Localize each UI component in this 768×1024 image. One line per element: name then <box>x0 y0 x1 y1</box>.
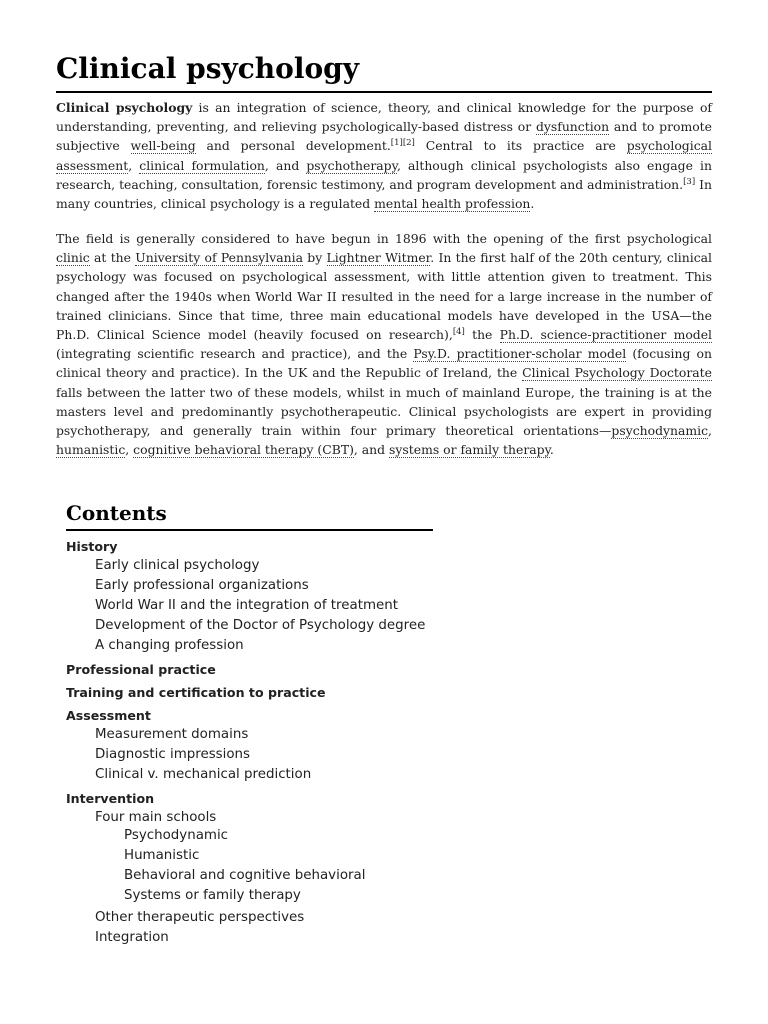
link-psychological-assessment[interactable]: psychological assessment <box>56 138 712 173</box>
text-run: . <box>530 196 535 212</box>
citation-ref-1[interactable]: [1] <box>390 138 403 149</box>
text-run: and personal development. <box>195 138 391 154</box>
text-run: falls between the latter two of these models, whilst in much of mainland Europe, the training is at the masters level and predominantly psychotherapeutic. Clinical psychologists are expert in providing psychotherapy, and generally train within four primary theoretical orientations— <box>56 384 712 439</box>
citation-ref-4[interactable]: [4] <box>452 326 465 337</box>
toc-item-other-perspectives[interactable]: Other therapeutic perspectives <box>95 910 305 925</box>
toc-item-measurement-domains[interactable]: Measurement domains <box>95 727 249 742</box>
link-clinical-psychology-doctorate[interactable]: Clinical Psychology Doctorate <box>522 365 712 381</box>
history-paragraph <box>56 229 712 459</box>
toc-item-early-professional-organizations[interactable]: Early professional organizations <box>95 578 309 593</box>
text-run: is an integration of science, theory, and clinical knowledge for the purpose of understanding, preventing, and relieving psychologically-based distress or <box>56 100 713 135</box>
page-title: Clinical psychology <box>56 50 712 93</box>
text-run: , although clinical psychologists also engage in research, teaching, consultation, forensic testimony, and program development and administration. <box>56 157 712 192</box>
link-well-being[interactable]: well-being <box>130 138 196 154</box>
toc-item-psyd-degree[interactable]: Development of the Doctor of Psychology degree <box>95 618 426 633</box>
citation-ref-3[interactable]: [3] <box>683 176 696 187</box>
text-run: . <box>549 442 554 458</box>
text-run: , <box>128 157 140 173</box>
toc-item-training-certification[interactable]: Training and certification to practice <box>66 685 326 700</box>
citation-ref-2[interactable]: [2] <box>402 138 415 149</box>
toc-item-changing-profession[interactable]: A changing profession <box>95 638 244 653</box>
link-lightner-witmer[interactable]: Lightner Witmer <box>326 250 431 266</box>
toc-section-history <box>66 538 436 656</box>
toc-item-early-clinical-psychology[interactable]: Early clinical psychology <box>95 558 260 573</box>
text-run: . In the first half of the 20th century, clinical psychology was focused on psychological assessment, with little attention given to treatment. This changed after the 1940s when World War II resulted in the need for a large increase in the number of trained clinicians. Since that time, three main educational models have developed in the USA—the Ph.D. Clinical Science model (heavily focused on research), <box>56 250 713 343</box>
link-mental-health-profession[interactable]: mental health profession <box>374 196 531 212</box>
text-run: The field is generally considered to have begun in 1896 with the opening of the first psychological <box>56 231 712 246</box>
text-run: , <box>125 442 134 458</box>
text-run: (focusing on clinical theory and practice). In the UK and the Republic of Ireland, the <box>56 346 712 381</box>
text-run: In many countries, clinical psychology is a regulated <box>56 176 712 212</box>
link-science-practitioner-model[interactable]: Ph.D. science-practitioner model <box>499 327 713 343</box>
text-run: , and <box>353 442 390 458</box>
text-run: and to promote subjective <box>56 119 712 154</box>
toc-heading: Contents <box>66 500 433 531</box>
text-run: at the <box>89 250 136 266</box>
toc-item-history[interactable]: History <box>66 539 118 554</box>
link-practitioner-scholar-model[interactable]: Psy.D. practitioner-scholar model <box>413 346 627 362</box>
link-clinical-formulation[interactable]: clinical formulation <box>139 157 265 173</box>
toc-item-clinical-v-mechanical[interactable]: Clinical v. mechanical prediction <box>95 767 312 782</box>
link-university-of-pennsylvania[interactable]: University of Pennsylvania <box>135 250 303 266</box>
link-humanistic[interactable]: humanistic <box>56 442 126 458</box>
link-clinic[interactable]: clinic <box>56 250 90 266</box>
toc-section-intervention <box>66 790 436 948</box>
text-run: , <box>708 423 712 439</box>
toc-item-assessment[interactable]: Assessment <box>66 708 151 723</box>
text-run: Central to its practice are <box>414 138 627 154</box>
lead-term: Clinical psychology <box>56 100 193 115</box>
link-systems-family-therapy[interactable]: systems or family therapy <box>389 442 550 458</box>
link-cbt[interactable]: cognitive behavioral therapy (CBT) <box>133 442 354 458</box>
table-of-contents <box>66 500 436 953</box>
toc-item-psychodynamic[interactable]: Psychodynamic <box>124 828 229 843</box>
toc-subsection-schools <box>66 826 436 906</box>
toc-item-professional-practice[interactable]: Professional practice <box>66 662 216 677</box>
toc-item-four-main-schools[interactable]: Four main schools <box>95 810 217 825</box>
text-run: by <box>302 250 327 266</box>
toc-item-world-war-ii[interactable]: World War II and the integration of treatment <box>95 598 398 613</box>
toc-item-integration[interactable]: Integration <box>95 930 169 945</box>
link-psychotherapy[interactable]: psychotherapy <box>306 157 397 173</box>
link-psychodynamic[interactable]: psychodynamic <box>611 423 709 439</box>
toc-item-systems-family[interactable]: Systems or family therapy <box>124 888 301 903</box>
toc-item-behavioral-cognitive[interactable]: Behavioral and cognitive behavioral <box>124 868 366 883</box>
toc-section-training <box>66 684 436 702</box>
text-run: the <box>464 327 500 343</box>
toc-section-assessment <box>66 707 436 785</box>
toc-item-diagnostic-impressions[interactable]: Diagnostic impressions <box>95 747 251 762</box>
toc-item-humanistic[interactable]: Humanistic <box>124 848 200 863</box>
intro-paragraph <box>56 98 712 213</box>
toc-section-professional-practice <box>66 661 436 679</box>
toc-item-intervention[interactable]: Intervention <box>66 791 155 806</box>
text-run: (integrating scientific research and practice), and the <box>56 346 414 362</box>
text-run: , and <box>264 157 307 173</box>
link-dysfunction[interactable]: dysfunction <box>535 119 610 135</box>
